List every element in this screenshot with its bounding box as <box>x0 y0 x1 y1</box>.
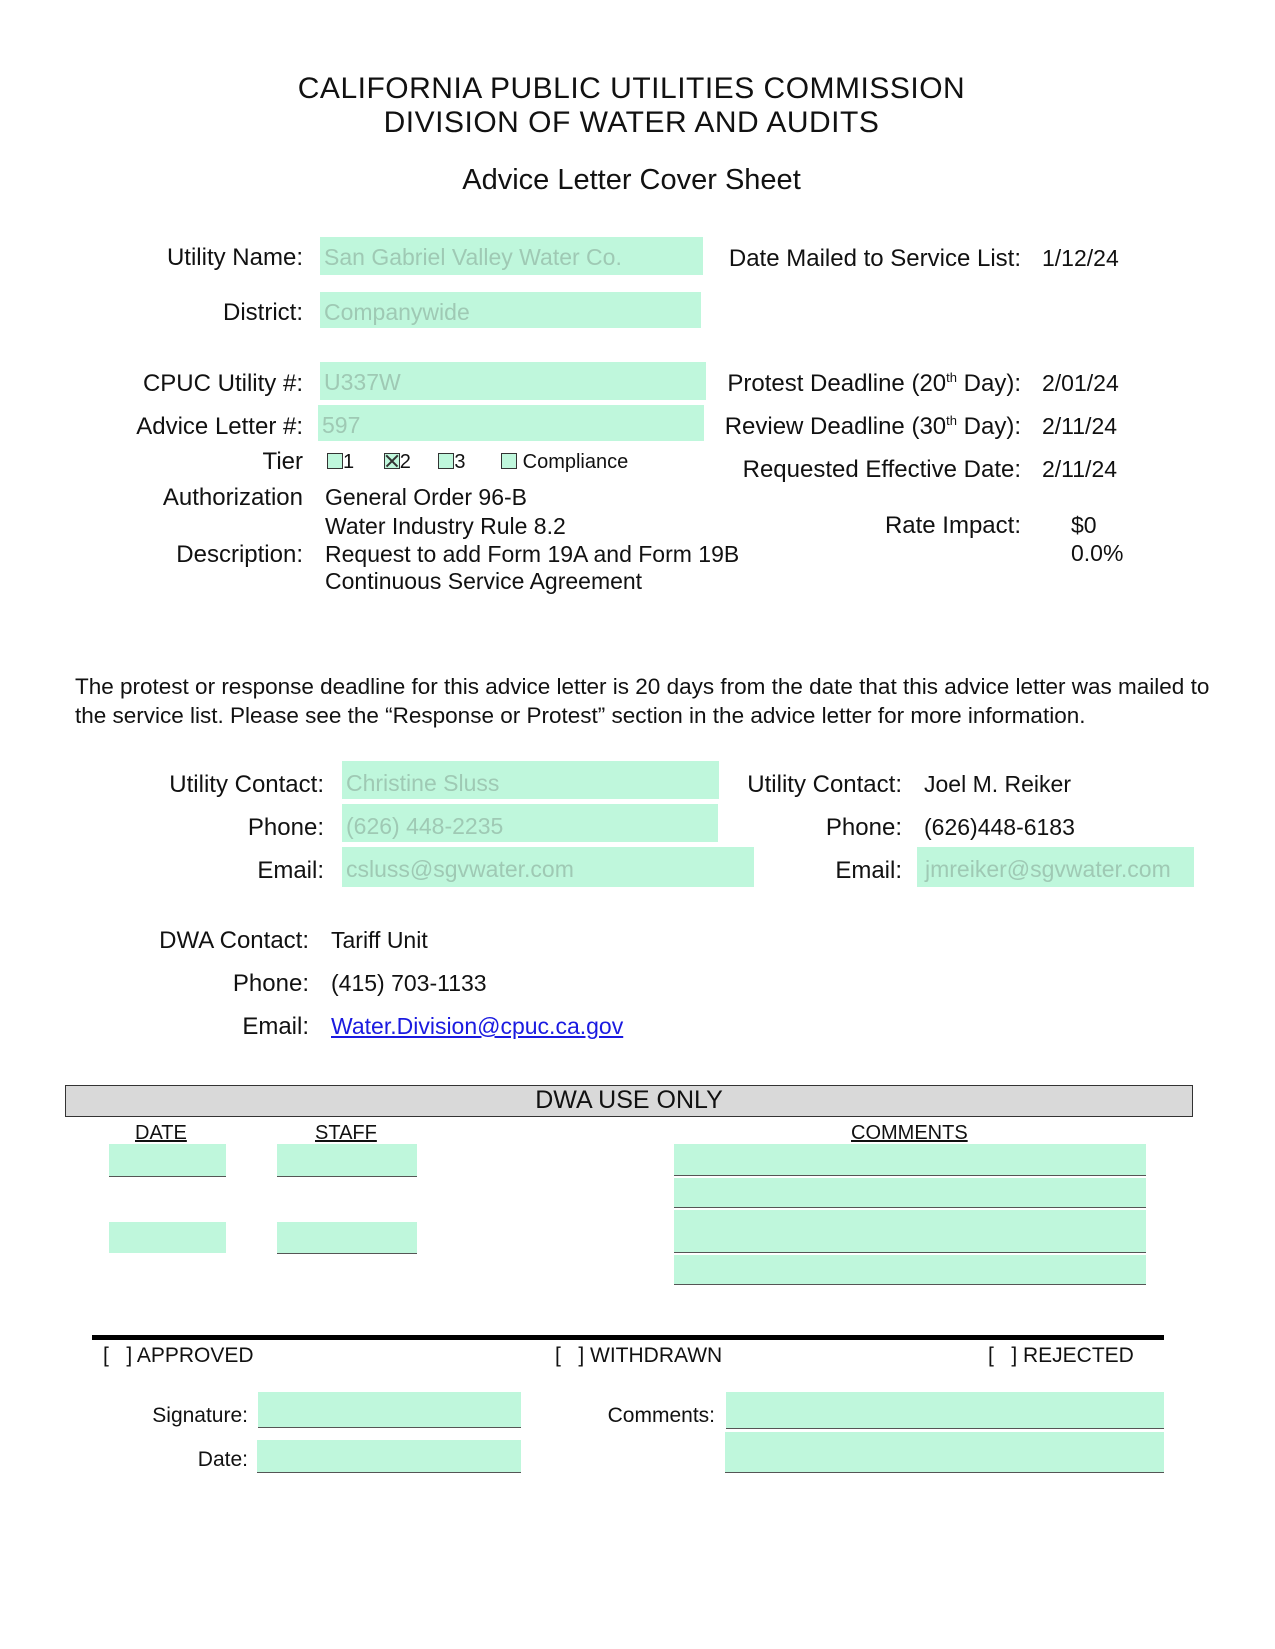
description-label: Description: <box>176 541 303 568</box>
protest-deadline-value: 2/01/24 <box>1042 370 1119 396</box>
tier-3-label: 3 <box>454 451 466 473</box>
utility-contact-1-label: Utility Contact: <box>169 771 324 798</box>
advice-letter-label: Advice Letter #: <box>136 413 303 440</box>
dwa-contact-label: DWA Contact: <box>159 927 309 954</box>
cpuc-utility-field[interactable]: U337W <box>320 362 706 400</box>
advice-letter-field[interactable]: 597 <box>318 405 704 441</box>
section-divider <box>92 1335 1164 1340</box>
effective-date-value: 2/11/24 <box>1042 456 1118 482</box>
notice-line-1: The protest or response deadline for this advice letter is 20 days from the date that this advice letter was mailed to <box>75 674 1210 699</box>
decision-comments-field-2[interactable] <box>725 1432 1164 1473</box>
tier-2-label: 2 <box>399 451 411 473</box>
withdrawn-option[interactable]: [ ] WITHDRAWN <box>555 1344 723 1367</box>
comments-field-3[interactable] <box>674 1210 1146 1253</box>
dwa-contact-name: Tariff Unit <box>331 927 428 953</box>
comments-field-4[interactable] <box>674 1255 1146 1285</box>
rate-impact-percent: 0.0% <box>1071 540 1124 566</box>
tier-1-label: 1 <box>343 451 355 473</box>
utility-contact-1-name-field[interactable]: Christine Sluss <box>342 761 719 799</box>
review-deadline-value: 2/11/24 <box>1042 413 1118 439</box>
cpuc-utility-label: CPUC Utility #: <box>142 370 303 397</box>
authorization-line-1: General Order 96-B <box>325 484 527 510</box>
date-field-2[interactable] <box>109 1222 226 1253</box>
date-field-1[interactable] <box>109 1144 226 1177</box>
date-column-header: DATE <box>135 1122 187 1144</box>
contact-1-phone-field[interactable]: (626) 448-2235 <box>342 804 718 842</box>
tier-2-checkbox[interactable] <box>384 453 400 469</box>
tier-1-checkbox[interactable] <box>327 453 343 469</box>
contact-1-email-label: Email: <box>257 857 324 884</box>
contact-2-email-field[interactable]: jmreiker@sgvwater.com <box>917 847 1194 887</box>
tier-label: Tier <box>262 448 303 475</box>
rejected-option[interactable]: [ ] REJECTED <box>988 1344 1134 1367</box>
dwa-phone: (415) 703-1133 <box>331 970 487 996</box>
comments-field-1[interactable] <box>674 1144 1146 1176</box>
description-line-1: Request to add Form 19A and Form 19B <box>325 541 740 567</box>
rate-impact-amount: $0 <box>1071 512 1097 538</box>
rate-impact-label: Rate Impact: <box>884 512 1021 539</box>
contact-2-phone-label: Phone: <box>825 814 902 841</box>
dwa-email-label: Email: <box>242 1013 309 1040</box>
description-line-2: Continuous Service Agreement <box>325 568 643 594</box>
staff-field-2[interactable] <box>277 1222 417 1254</box>
district-label: District: <box>223 299 303 326</box>
header-line-1: CALIFORNIA PUBLIC UTILITIES COMMISSION <box>297 72 966 105</box>
signature-label: Signature: <box>152 1404 248 1427</box>
signature-field[interactable] <box>258 1392 521 1428</box>
authorization-line-2: Water Industry Rule 8.2 <box>325 513 566 539</box>
comments-field-2[interactable] <box>674 1178 1146 1208</box>
utility-contact-2-label: Utility Contact: <box>747 771 902 798</box>
utility-name-field[interactable]: San Gabriel Valley Water Co. <box>320 237 703 275</box>
decision-comments-field-1[interactable] <box>726 1392 1164 1429</box>
contact-2-email-label: Email: <box>835 857 902 884</box>
date-mailed-label: Date Mailed to Service List: <box>728 245 1021 272</box>
effective-date-label: Requested Effective Date: <box>742 456 1021 483</box>
approved-option[interactable]: [ ] APPROVED <box>103 1344 254 1367</box>
date-mailed-value: 1/12/24 <box>1042 245 1119 271</box>
tier-3-checkbox[interactable] <box>438 453 454 469</box>
tier-compliance-checkbox[interactable] <box>501 453 517 469</box>
comments-column-header: COMMENTS <box>851 1122 968 1144</box>
page-title: Advice Letter Cover Sheet <box>462 164 801 196</box>
tier-options <box>327 451 628 474</box>
decision-date-label: Date: <box>197 1448 248 1471</box>
dwa-phone-label: Phone: <box>232 970 309 997</box>
contact-2-phone: (626)448-6183 <box>924 814 1075 840</box>
staff-field-1[interactable] <box>277 1144 417 1177</box>
protest-deadline-label: Protest Deadline (20th Day): <box>727 370 1021 397</box>
district-field[interactable]: Companywide <box>320 292 701 328</box>
contact-1-phone-label: Phone: <box>247 814 324 841</box>
contact-1-email-field[interactable]: csluss@sgvwater.com <box>342 847 754 887</box>
authorization-label: Authorization <box>162 484 303 511</box>
utility-contact-2-name: Joel M. Reiker <box>924 771 1071 797</box>
tier-compliance-label: Compliance <box>522 451 629 473</box>
decision-comments-label: Comments: <box>607 1404 715 1427</box>
header-line-2: DIVISION OF WATER AND AUDITS <box>383 106 880 139</box>
staff-column-header: STAFF <box>315 1122 377 1144</box>
review-deadline-label: Review Deadline (30th Day): <box>724 413 1021 440</box>
notice-line-2: the service list. Please see the “Response or Protest” section in the advice letter for more information. <box>75 703 1086 728</box>
utility-name-label: Utility Name: <box>166 244 303 271</box>
dwa-email-link[interactable]: Water.Division@cpuc.ca.gov <box>331 1013 624 1039</box>
dwa-use-only-title: DWA USE ONLY <box>535 1086 723 1114</box>
decision-date-field[interactable] <box>257 1440 521 1473</box>
